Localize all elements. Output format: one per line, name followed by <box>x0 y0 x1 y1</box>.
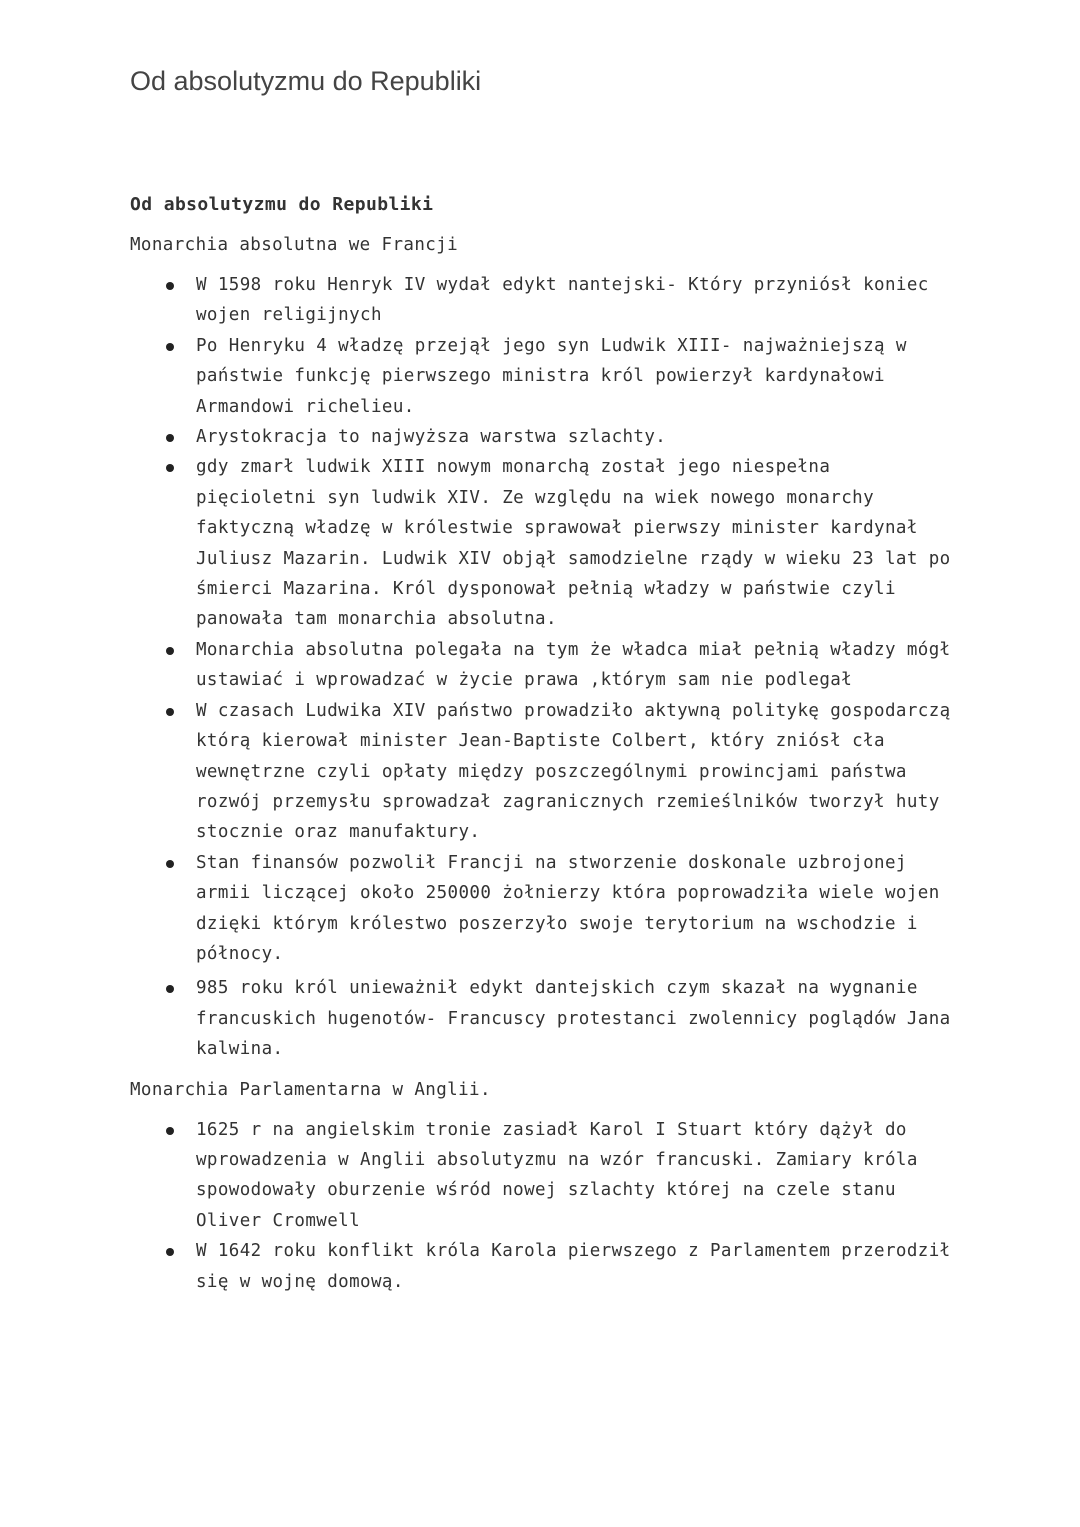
bullet-icon <box>166 985 174 993</box>
section-heading-england: Monarchia Parlamentarna w Anglii. <box>130 1079 491 1100</box>
list-item <box>130 848 960 970</box>
bullet-icon <box>166 647 174 655</box>
list-item-text: Monarchia absolutna polegała na tym że władca miał pełnią władzy mógł ustawiać i wprowadzać w życie prawa ,którym sam nie podlegał <box>196 639 951 691</box>
list-item-text: W 1598 roku Henryk IV wydał edykt nantejski- Który przyniósł koniec wojen religijnych <box>196 275 929 326</box>
list-item-text: 1625 r na angielskim tronie zasiadł Karol I Stuart który dążył do wprowadzenia w Anglii absolutyzmu na wzór francuski. Zamiary króla spowodowały oburzenie wśród nowej szlachty której na czele stanu Oliver Cromwell <box>196 1119 918 1231</box>
list-item-text: W czasach Ludwika XIV państwo prowadziło aktywną politykę gospodarczą którą kierował minister Jean-Baptiste Colbert, który zniósł cła wewnętrzne czyli opłaty między poszczególnymi prowincjami państwa rozwój przemysłu sprowadzał zagranicznych rzemieślników tworzył huty stocznie oraz manufaktury. <box>196 700 951 843</box>
bullet-icon <box>166 1248 174 1256</box>
bullet-list-france <box>130 270 960 1065</box>
list-item <box>130 1236 960 1297</box>
list-item-text: gdy zmarł ludwik XIII nowym monarchą został jego niespełna pięcioletni syn ludwik XIV. Ze względu na wiek nowego monarchy faktyczną władzę w królestwie sprawował pierwszy minister kardynał Juliusz Mazarin. Ludwik XIV objął samodzielne rządy w wieku 23 lat po śmierci Mazarina. Król dysponował pełnią władzy w państwie czyli panowała tam monarchia absolutna. <box>196 457 951 630</box>
list-item <box>130 452 960 634</box>
bullet-icon <box>166 1127 174 1135</box>
list-item <box>130 331 960 422</box>
list-item-text: 985 roku król unieważnił edykt dantejskich czym skazał na wygnanie francuskich hugenotów- Francuscy protestanci zwolennicy poglądów Jana kalwina. <box>196 978 951 1060</box>
list-item-text: Arystokracja to najwyższa warstwa szlachty. <box>196 427 667 448</box>
list-item-text: W 1642 roku konflikt króla Karola pierwszego z Parlamentem przerodził się w wojnę domową. <box>196 1241 951 1292</box>
bullet-icon <box>166 860 174 868</box>
bullet-list-england <box>130 1115 960 1297</box>
list-item <box>130 270 960 331</box>
document-title: Od absolutyzmu do Republiki <box>130 66 482 96</box>
list-item-text: Po Henryku 4 władzę przejął jego syn Ludwik XIII- najważniejszą w państwie funkcję pierwszego ministra król powierzył kardynałowi Armandowi richelieu. <box>196 335 907 417</box>
list-item <box>130 973 960 1064</box>
bullet-icon <box>166 343 174 351</box>
list-item <box>130 422 960 452</box>
section-heading-france: Monarchia absolutna we Francji <box>130 235 459 255</box>
list-item-text: Stan finansów pozwolił Francji na stworzenie doskonale uzbrojonej armii liczącej około 250000 żołnierzy która poprowadziła wiele wojen dzięki którym królestwo poszerzyło swoje terytorium na wschodzie i północy. <box>196 852 940 964</box>
document-body <box>130 190 960 1307</box>
bullet-icon <box>166 708 174 716</box>
bullet-icon <box>166 282 174 290</box>
list-item <box>130 1115 960 1237</box>
list-item <box>130 696 960 848</box>
bullet-icon <box>166 434 174 442</box>
bullet-icon <box>166 464 174 472</box>
list-item <box>130 635 960 696</box>
document-subtitle: Od absolutyzmu do Republiki <box>130 194 434 215</box>
